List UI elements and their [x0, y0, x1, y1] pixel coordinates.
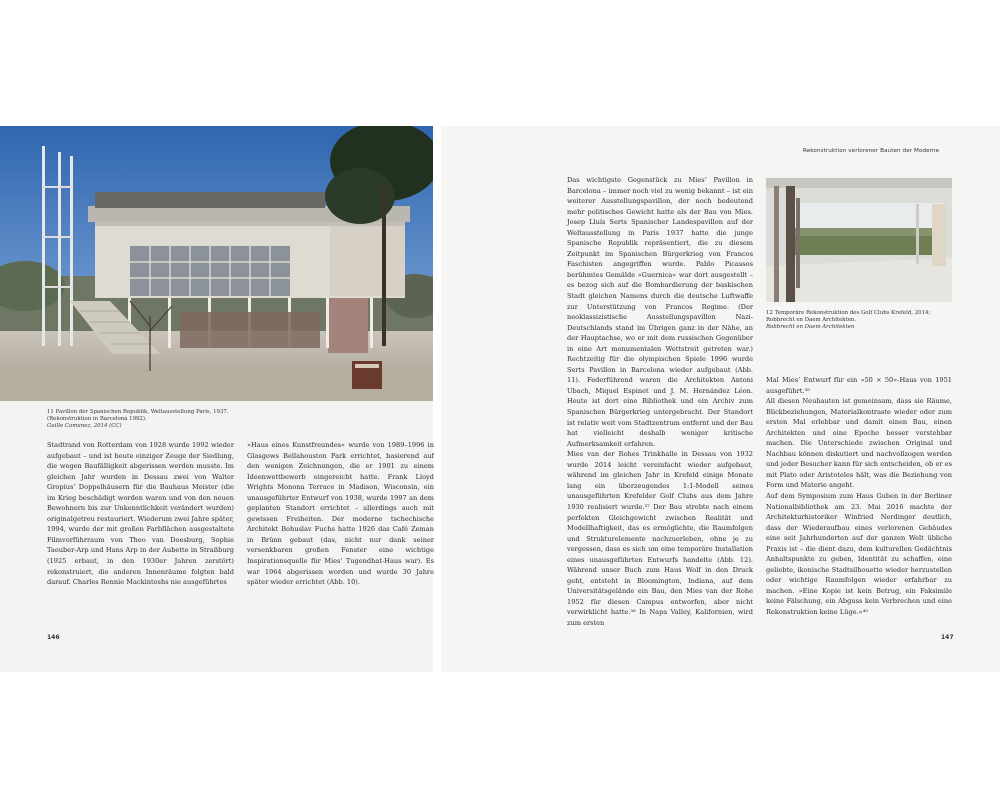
text-column-4	[766, 375, 952, 618]
text-column-3	[567, 175, 753, 629]
figure-caption-12	[766, 310, 952, 332]
paragraph: Mal Mies’ Entwurf für ein »50 × 50«-Haus von 1951 ausgeführt.³⁹	[766, 376, 952, 395]
paragraph: Mies van der Rohes Trinkhalle in Dessau von 1932 wurde 2014 leicht vereinfacht wieder aufgebaut, während im gleichen Jahr in Krefeld einige Monate lang ein überzeugendes 1:1-Modell seines unausgeführten Krefelder Golf Clubs aus dem Jahre 1930 realisiert wurde.³⁷ Der Bau strebte nach einem perfekten Gleichgewicht zwischen Realität und Modellhaftigkeit, das es ermöglichte, die Raumfolgen und Strukturelemente nachzuerleben, ohne je zu vergessen, dass es sich um eine temporäre Installation eines unausgeführten Entwurfs handelte (Abb. 12). Während unser Buch zum Haus Wolf in den Druck geht, entsteht in Bloomington, Indiana, auf dem Universitätsgelände ein Bau, den Mies van der Rohe 1952 für diesen Campus entworfen, aber nicht verwirklicht hatte.³⁸ In Napa Valley, Kalifornien, wird zum ersten	[567, 450, 753, 627]
figure-caption-11	[47, 409, 237, 431]
pavilion-illustration	[0, 126, 433, 401]
left-page	[0, 126, 433, 672]
text-column-1	[47, 440, 234, 588]
page-number-left: 146	[47, 634, 60, 641]
paragraph: Das wichtigste Gegenstück zu Mies’ Pavillon in Barcelona – immer noch viel zu wenig bekannt – ist ein weiterer Ausstellungspavillon, der noch bedeutend mehr politisches Gewicht hatte als der Bau von Mies. Josep Lluís Serts Spanischer Landespavillon auf der Weltausstellung in Paris 1937 hatte die junge Spanische Republik repräsentiert, die zu diesem Zeitpunkt im Spanischen Bürgerkrieg von Francos Faschisten angegriffen wurde. Pablo Picassos berühmtes Gemälde »Guernica« war dort ausgestellt – es bezog sich auf die Bombardierung der baskischen Stadt gleichen Namens durch die deutsche Luftwaffe zur Unterstützung von Francos Regime. (Der neoklassizistische Ausstellungspavillon Nazi-Deutschlands stand im Übrigen ganz in der Nähe, an der Hauptachse, wo er mit dem russischen Gegenüber in eine Art monumentalen Wettstreit getreten war.) Rechtzeitig für die olympischen Spiele 1996 wurde Serts Pavillon in Barcelona wieder aufgebaut (Abb. 11). Federführend waren die Architekten Antoni Ubach, Miquel Espinet und J. M. Hernández Léon. Heute ist dort eine Bibliothek und ein Archiv zum Spanischen Bürgerkrieg untergebracht. Der Standort ist relativ weit vom Stadtzentrum entfernt und der Bau hat vielleicht deshalb weniger kritische Aufmerksamkeit erfahren.	[567, 176, 753, 448]
golf-club-photo	[766, 178, 952, 302]
paragraph: »Haus eines Kunstfreundes« wurde von 1989–1996 in Glasgows Bellahouston Park errichtet, basierend auf den wenigen Zeichnungen, die er 1901 zu einem Ideenwettbewerb eingereicht hatte. Frank Lloyd Wrights Monona Terrace in Madison, Wisconsin, ein unausgeführter Entwurf von 1938, wurde 1997 an dem geplanten Standort errichtet – allerdings auch mit gewissen Freiheiten. Der moderne tschechische Architekt Bohuslav Fuchs hatte 1926 das Café Zeman in Brünn gebaut (das, nicht nur dank seiner versenkbaren großen Fenster eine wichtige Inspirationsquelle für Mies’ Tugendhat-Haus war). Es war 1964 abgerissen worden und wurde 30 Jahre später wieder errichtet (Abb. 10).	[247, 441, 434, 587]
text-column-2	[247, 440, 434, 588]
right-page	[441, 126, 1000, 672]
caption-credit: Guille Camunez, 2014 (CC)	[47, 423, 122, 430]
paragraph: Stadtrand von Rotterdam von 1928 wurde 1992 wieder aufgebaut – und ist heute einziger Zeuge der Siedlung, die wegen Baufälligkeit abgerissen werden musste. Im gleichen Jahr wurden in Dessau zwei von Walter Gropius’ Doppelhäusern für die Bauhaus Meister (die im Krieg beschädigt worden waren und von den neuen Bewohnern bis zur Unkenntlichkeit verändert wurden) originalgetreu restauriert. Wiederum zwei Jahre später, 1994, wurde der mit großen Farbflächen ausgestaltete Filmvorführraum von Theo van Doesburg, Sophie Taeuber-Arp und Hans Arp in der Aubette in Straßburg (1925 erbaut, in den 1930er Jahren zerstört) rekonstruiert, die anderen Innenräume folgten bald darauf. Charles Rennie Mackintoshs nie ausgeführtes	[47, 441, 234, 587]
page-number-right: 147	[941, 634, 954, 641]
running-head: Rekonstruktion verlorener Bauten der Moderne	[803, 148, 940, 154]
caption-text: 12 Temporäre Rekonstruktion des Golf Clubs Krefeld, 2014; Robbrecht en Daem Architekten.	[766, 310, 931, 324]
caption-credit: Robbrecht en Daem Architekten	[766, 324, 855, 331]
paragraph: All diesen Neubauten ist gemeinsam, dass sie Räume, Blickbeziehungen, Materialkontraste wieder oder zum ersten Mal erlebbar und damit einen Bau, einen Architekten und eine Epoche besser verstehbar machen. Die Unterschiede zwischen Original und Nachbau können diskutiert und nachvollzogen werden und jeder Besucher kann für sich entscheiden, ob er es mit Plato oder Aristoteles hält, was die Beziehung von Form und Materie angeht.	[766, 397, 952, 490]
pavilion-photo	[0, 126, 433, 401]
golf-club-illustration	[766, 178, 952, 302]
paragraph: Auf dem Symposium zum Haus Guben in der Berliner Nationalbibliothek am 23. Mai 2016 machte der Architekturhistoriker Winfried Nerdinger deutlich, dass der Wiederaufbau eines verlorenen Gebäudes eine seit Jahrhunderten auf der ganzen Welt übliche Praxis ist – die dient dazu, dem kulturellen Gedächtnis Anhaltspunkte zu geben, Identität zu schaffen, eine geliebte, ikonische Stadtsilhouette wieder herzustellen oder wichtige Raumfolgen wieder erfahrbar zu machen. »Eine Kopie ist kein Betrug, ein Faksimile keine Fälschung, ein Abguss kein Verbrechen und eine Rekonstruktion keine Lüge.«⁴⁰	[766, 492, 952, 617]
caption-text: 11 Pavillon der Spanischen Republik, Weltausstellung Paris, 1937. (Rekonstruktion in Barcelona 1992).	[47, 409, 229, 423]
